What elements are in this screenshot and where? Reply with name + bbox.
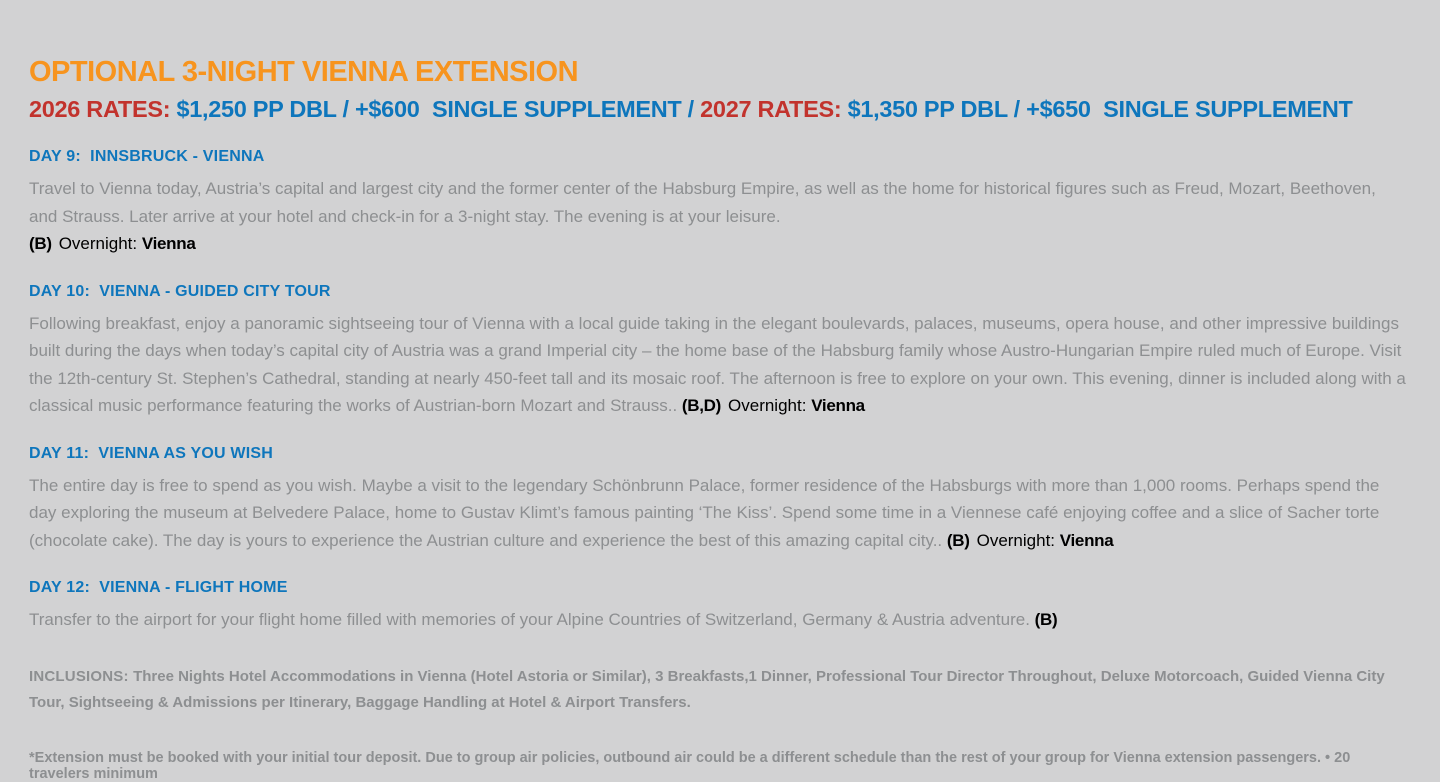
- day-11-meal-code: (B): [946, 530, 970, 550]
- day-10-text: Following breakfast, enjoy a panoramic sightseeing tour of Vienna with a local guide taking in the elegant boulevards, palaces, museums, opera house, and other impressive buildings built during the days when today’s capital city of Austria was a grand Imperial city – the home base of the Habsburg family whose Austro-Hungarian Empire ruled much of Europe. Visit the 12th-century St. Stephen’s Cathedral, standing at nearly 450-feet tall and its mosaic roof. The afternoon is free to explore on your own. This evening, dinner is included along with a classical music performance featuring the works of Austrian-born Mozart and Strauss..: [29, 313, 1406, 415]
- day-10-overnight-label: Overnight:: [728, 396, 807, 415]
- day-9-meal-code: (B): [29, 234, 52, 253]
- rates-2027-value: $1,350 PP DBL / +$650 SINGLE SUPPLEMENT: [847, 96, 1353, 122]
- rates-line: [29, 96, 1408, 123]
- day-12-body: [29, 606, 1408, 634]
- day-12-meal-code: (B): [1034, 610, 1058, 629]
- rates-2027-label: 2027 RATES:: [700, 96, 848, 122]
- day-10-section: [29, 283, 1408, 420]
- day-10-overnight-city: Vienna: [811, 396, 865, 415]
- rates-2026-label: 2026 RATES:: [29, 96, 177, 122]
- day-10-heading: DAY 10: VIENNA - GUIDED CITY TOUR: [29, 282, 331, 300]
- day-9-meal-line: [29, 230, 1408, 258]
- inclusions-paragraph: [29, 664, 1408, 716]
- day-11-overnight-label: Overnight:: [976, 530, 1056, 550]
- rates-2026-value: $1,250 PP DBL / +$600 SINGLE SUPPLEMENT /: [176, 96, 701, 122]
- day-9-overnight-label: Overnight:: [58, 234, 138, 253]
- day-11-section: [29, 445, 1408, 555]
- day-11-body: [29, 472, 1408, 555]
- day-12-text: Transfer to the airport for your flight home filled with memories of your Alpine Countries of Switzerland, Germany & Austria adventure.: [29, 610, 1030, 629]
- day-9-overnight-city: Vienna: [141, 234, 196, 253]
- day-11-text: The entire day is free to spend as you wish. Maybe a visit to the legendary Schönbrunn Palace, former residence of the Habsburgs with more than 1,000 rooms. Perhaps spend the day exploring the museum at Belvedere Palace, home to Gustav Klimt’s famous painting ‘The Kiss’. Spend some time in a Viennese café enjoying coffee and a slice of Sacher torte (chocolate cake). The day is yours to experience the Austrian culture and experience the best of this amazing capital city..: [29, 475, 1380, 550]
- day-9-text: Travel to Vienna today, Austria’s capital and largest city and the former center of the Habsburg Empire, as well as the home for historical figures such as Freud, Mozart, Beethoven, and Strauss. Later arrive at your hotel and check-in for a 3-night stay. The evening is at your leisure.: [29, 179, 1376, 226]
- day-11-heading: DAY 11: VIENNA AS YOU WISH: [29, 444, 273, 462]
- day-10-body: [29, 310, 1408, 420]
- footnote: *Extension must be booked with your initial tour deposit. Due to group air policies, outbound air could be a different schedule than the rest of your group for Vienna extension passengers. • 20 travelers minimum: [29, 749, 1351, 782]
- day-11-overnight-city: Vienna: [1059, 530, 1114, 550]
- page-title: OPTIONAL 3-NIGHT VIENNA EXTENSION: [29, 56, 579, 88]
- day-12-heading: DAY 12: VIENNA - FLIGHT HOME: [29, 579, 288, 596]
- day-9-heading: DAY 9: INNSBRUCK - VIENNA: [29, 148, 265, 165]
- inclusions-text: Three Nights Hotel Accommodations in Vienna (Hotel Astoria or Similar), 3 Breakfasts,1 Dinner, Professional Tour Director Throughout, Deluxe Motorcoach, Guided Vienna City Tour, Sightseeing & Admissions per Itinerary, Baggage Handling at Hotel & Airport Transfers.: [29, 667, 1385, 711]
- day-9-section: [29, 148, 1408, 258]
- day-9-body: [29, 175, 1408, 230]
- day-12-section: [29, 579, 1408, 634]
- inclusions-label: INCLUSIONS:: [29, 667, 134, 685]
- day-10-meal-code: (B,D): [681, 396, 722, 415]
